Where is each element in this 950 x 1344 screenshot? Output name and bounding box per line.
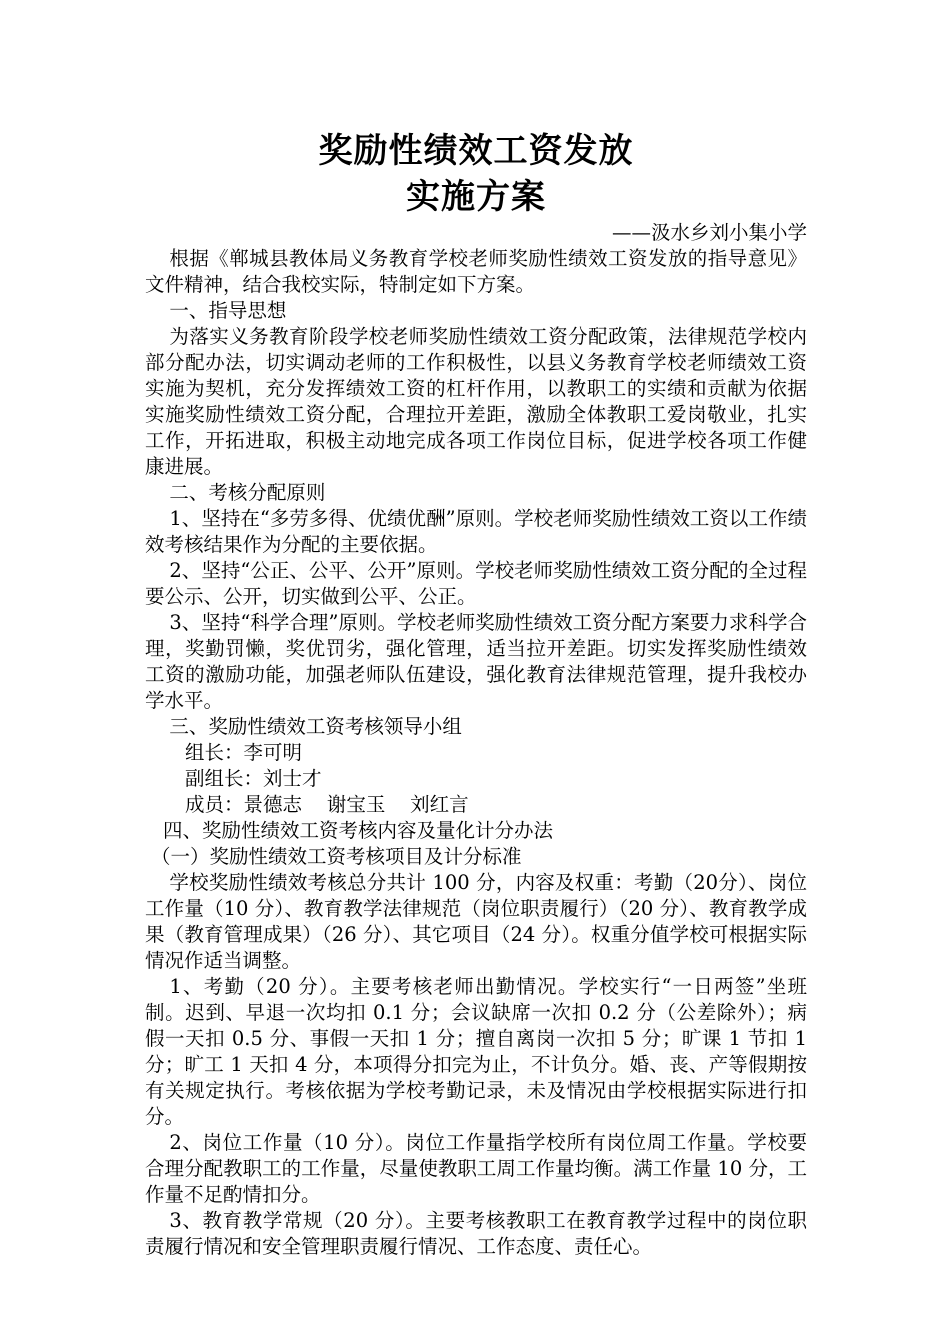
document-byline: ——汲水乡刘小集小学 — [611, 221, 807, 244]
section-4-item-1: 1、考勤（20 分）。主要考核老师出勤情况。学校实行“一日两签”坐班制。迟到、早退一次均扣 0.1 分；会议缺席一次扣 0.2 分（公差除外）；病假一天扣 0.5 分、事假一天扣 1 分；擅自离岗一次扣 5 分；旷课 1 节扣 1 分；旷工 1 天扣 4 分，本项得分扣完为止，不计负分。婚、丧、产等假期按有关规定执行。考核依据为学校考勤记录，未及情况由学校根据实际进行扣分。 — [145, 975, 807, 1128]
section-4-overview: 学校奖励性绩效考核总分共计 100 分，内容及权重：考勤（20分）、岗位工作量（10 分）、教育教学法律规范（岗位职责履行）（20 分）、教育教学成果（教育管理成果）（26 分）、其它项目（24 分）。权重分值学校可根据实际情况作适当调整。 — [145, 871, 807, 972]
group-leader: 组长：李可明 — [185, 741, 303, 764]
section-2-item-1: 1、坚持在“多劳多得、优绩优酬”原则。学校老师奖励性绩效工资以工作绩效考核结果作为分配的主要依据。 — [145, 507, 807, 556]
group-members — [145, 792, 807, 818]
intro-paragraph: 根据《郸城县教体局义务教育学校老师奖励性绩效工资发放的指导意见》文件精神，结合我校实际，特制定如下方案。 — [145, 247, 807, 296]
group-member-1: 景德志 — [243, 793, 303, 816]
group-member-3: 刘红言 — [410, 793, 469, 816]
section-1-body: 为落实义务教育阶段学校老师奖励性绩效工资分配政策，法律规范学校内部分配办法，切实调动老师的工作积极性，以县义务教育学校老师绩效工资实施为契机，充分发挥绩效工资的杠杆作用，以教职工的实绩和贡献为依据实施奖励性绩效工资分配，合理拉开差距，激励全体教职工爱岗敬业，扎实工作，开拓进取，积极主动地完成各项工作岗位目标，促进学校各项工作健康进展。 — [145, 325, 807, 478]
section-2-heading: 二、考核分配原则 — [169, 481, 326, 504]
section-4-item-2: 2、岗位工作量（10 分）。岗位工作量指学校所有岗位周工作量。学校要合理分配教职工的工作量，尽量使教职工周工作量均衡。满工作量 10 分，工作量不足酌情扣分。 — [145, 1131, 807, 1206]
section-2-item-3: 3、坚持“科学合理”原则。学校老师奖励性绩效工资分配方案要力求科学合理，奖勤罚懒，奖优罚劣，强化管理，适当拉开差距。切实发挥奖励性绩效工资的激励功能，加强老师队伍建设，强化教育法律规范管理，提升我校办学水平。 — [145, 611, 807, 712]
section-4-heading: 四、奖励性绩效工资考核内容及量化计分办法 — [163, 819, 554, 842]
document-page — [145, 128, 807, 1260]
section-2-item-2: 2、坚持“公正、公平、公开”原则。学校老师奖励性绩效工资分配的全过程要公示、公开，切实做到公平、公正。 — [145, 559, 807, 608]
group-member-2: 谢宝玉 — [326, 793, 386, 816]
document-title-line1: 奖励性绩效工资发放 — [318, 131, 634, 171]
group-deputy: 副组长：刘士才 — [185, 767, 322, 790]
section-3-heading: 三、奖励性绩效工资考核领导小组 — [169, 715, 462, 738]
section-4-subheading-1: （一）奖励性绩效工资考核项目及计分标准 — [151, 845, 522, 868]
section-1-heading: 一、指导思想 — [169, 299, 287, 322]
section-4-item-3: 3、教育教学常规（20 分）。主要考核教职工在教育教学过程中的岗位职责履行情况和安全管理职责履行情况、工作态度、责任心。 — [145, 1209, 807, 1258]
document-title-line2: 实施方案 — [406, 177, 546, 217]
group-members-label: 成员： — [185, 793, 244, 816]
